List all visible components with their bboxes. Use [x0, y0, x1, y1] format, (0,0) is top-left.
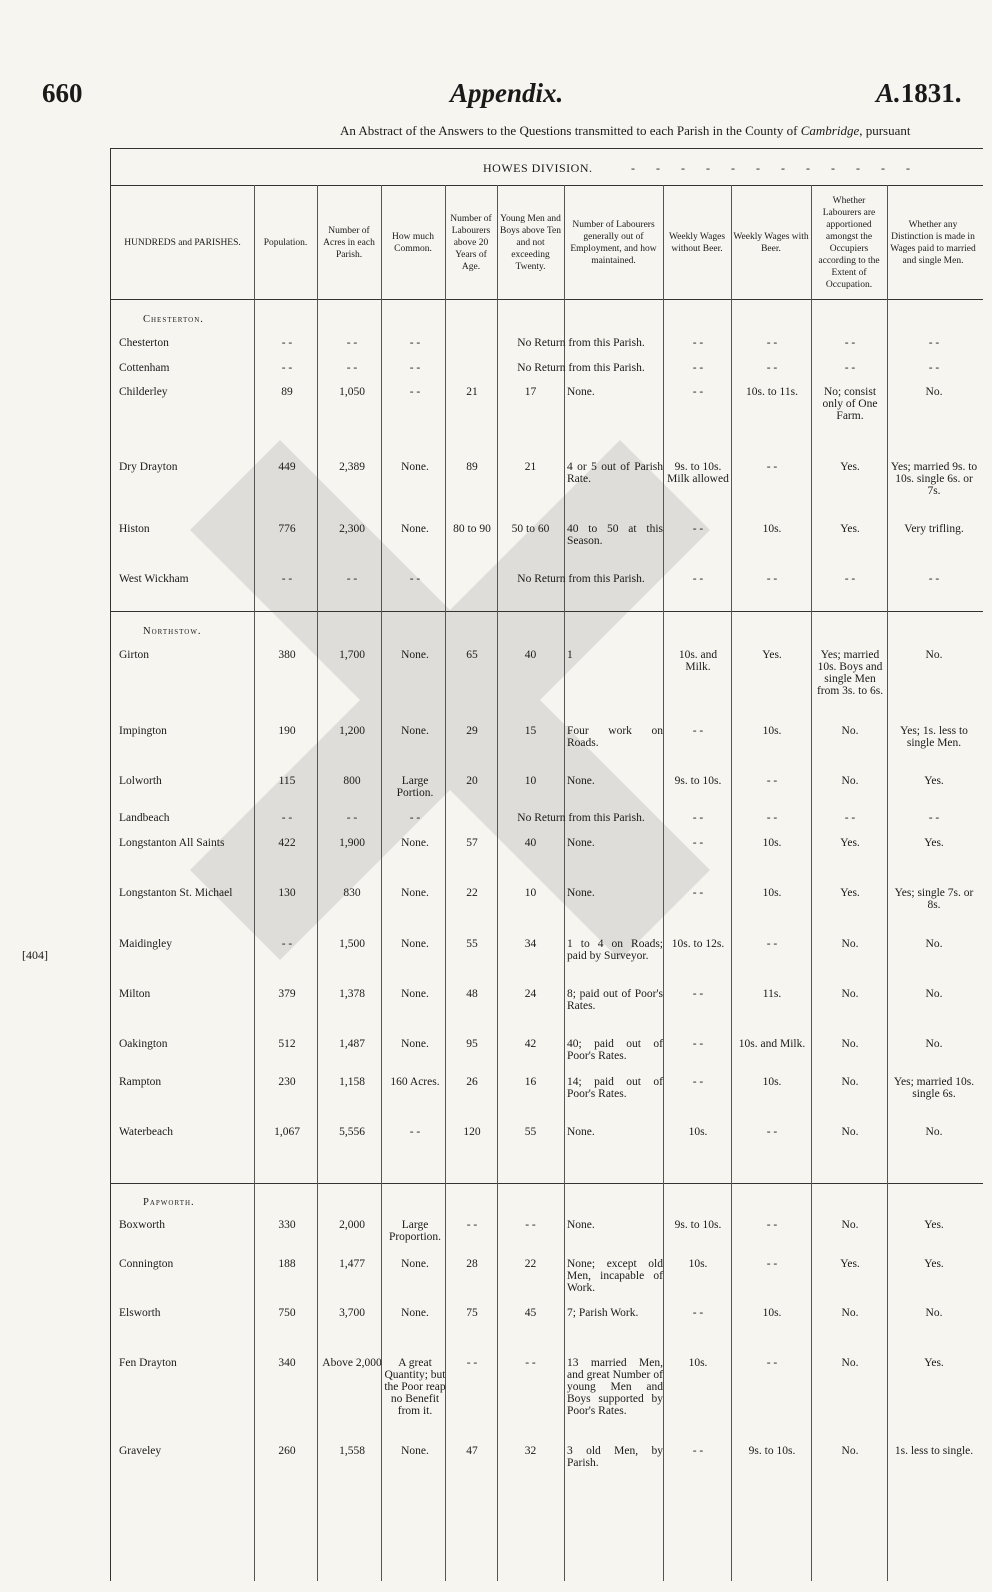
apportioned-cell: No.: [841, 775, 859, 787]
distinction-cell: No.: [925, 1307, 943, 1319]
unemployed-cell: 8; paid out of Poor's Rates.: [567, 988, 663, 1012]
population-cell: - -: [281, 362, 293, 374]
common-cell: None.: [401, 523, 429, 535]
apportioned-cell: No.: [841, 1076, 859, 1088]
young-men-cell: 42: [524, 1038, 537, 1050]
population-cell: 379: [278, 988, 296, 1000]
column-header: [566, 189, 661, 297]
no-return-note: No Return from this Parish.: [517, 337, 645, 349]
population-cell: - -: [281, 337, 293, 349]
col-rule: [731, 185, 732, 1581]
acres-cell: 2,300: [339, 523, 365, 535]
wages-without-beer-cell: 10s. and Milk.: [678, 649, 718, 673]
distinction-cell: - -: [928, 812, 940, 824]
apportioned-cell: Yes.: [840, 887, 860, 899]
wages-without-beer-cell: - -: [692, 1038, 704, 1050]
apportioned-cell: - -: [844, 362, 856, 374]
col-rule: [254, 185, 255, 1581]
no-return-note: No Return from this Parish.: [517, 362, 645, 374]
unemployed-cell: None.: [567, 887, 595, 899]
common-cell: None.: [401, 649, 429, 661]
wages-without-beer-cell: 9s. to 10s.: [674, 775, 722, 787]
common-cell: Large Portion.: [396, 775, 434, 799]
hundred-heading: Northstow.: [143, 626, 202, 637]
acres-cell: 1,477: [339, 1258, 365, 1270]
apportioned-cell: No.: [841, 725, 859, 737]
acres-cell: - -: [346, 573, 358, 585]
common-cell: - -: [409, 573, 421, 585]
wages-with-beer-cell: - -: [766, 573, 778, 585]
distinction-cell: Yes; single 7s. or 8s.: [894, 887, 974, 911]
column-header-text: Number of Acres in each Parish.: [323, 226, 375, 260]
unemployed-cell: 3 old Men, by Parish.: [567, 1445, 663, 1469]
unemployed-cell: 4 or 5 out of Parish Rate.: [567, 461, 663, 485]
distinction-cell: Yes.: [924, 1219, 944, 1231]
common-cell: None.: [401, 725, 429, 737]
parish-name: Rampton: [119, 1076, 162, 1088]
wages-without-beer-cell: 10s. to 12s.: [671, 938, 725, 950]
acres-cell: 1,900: [339, 837, 365, 849]
unemployed-cell: 13 married Men, and great Number of young Men and Boys supported by Poor's Rates.: [567, 1357, 663, 1417]
wages-with-beer-cell: - -: [766, 775, 778, 787]
common-cell: - -: [409, 337, 421, 349]
young-men-cell: - -: [525, 1219, 536, 1231]
common-cell: None.: [401, 461, 429, 473]
column-header-text: HUNDREDS and PARISHES.: [124, 238, 241, 248]
labourers-cell: 75: [466, 1307, 478, 1319]
population-cell: 1,067: [274, 1126, 300, 1138]
parish-name: Fen Drayton: [119, 1357, 177, 1369]
year-value: 1831.: [900, 78, 962, 108]
parish-name: Milton: [119, 988, 151, 1000]
acres-cell: 1,700: [339, 649, 365, 661]
column-header-text: Whether Labourers are apportioned amongst the Occupiers according to the Extent of Occupation.: [818, 196, 880, 290]
unemployed-cell: 7; Parish Work.: [567, 1307, 639, 1319]
young-men-cell: 10: [524, 887, 537, 899]
distinction-cell: No.: [925, 938, 943, 950]
division-title: HOWES DIVISION.: [483, 161, 593, 175]
unemployed-cell: None; except old Men, incapable of Work.: [567, 1258, 663, 1294]
wages-without-beer-cell: - -: [692, 1445, 704, 1457]
subtitle-text: An Abstract of the Answers to the Questions transmitted to each Parish in the County of: [340, 123, 798, 138]
apportioned-cell: - -: [844, 337, 856, 349]
parish-name: Longstanton All Saints: [119, 837, 225, 849]
distinction-cell: No.: [925, 1126, 943, 1138]
rule-header: [111, 299, 983, 300]
page-header: [0, 78, 992, 118]
population-cell: 750: [278, 1307, 296, 1319]
parish-name: Chesterton: [119, 337, 169, 349]
labourers-cell: 89: [466, 461, 478, 473]
labourers-cell: 20: [466, 775, 478, 787]
wages-without-beer-cell: 9s. to 10s. Milk allowed: [667, 461, 729, 485]
distinction-cell: Yes.: [924, 1258, 944, 1270]
column-header: [665, 189, 729, 297]
young-men-cell: 24: [524, 988, 537, 1000]
wages-without-beer-cell: 10s.: [688, 1258, 708, 1270]
column-header: [889, 189, 977, 297]
labourers-cell: 22: [466, 887, 478, 899]
common-cell: Large Proportion.: [388, 1219, 442, 1243]
common-cell: A great Quantity; but the Poor reap no Benefit from it.: [384, 1357, 446, 1417]
young-men-cell: 10: [524, 775, 537, 787]
labourers-cell: 47: [466, 1445, 478, 1457]
parish-name: Oakington: [119, 1038, 168, 1050]
unemployed-cell: 40 to 50 at this Season.: [567, 523, 663, 547]
population-cell: 130: [278, 887, 296, 899]
acres-cell: 830: [343, 887, 361, 899]
apportioned-cell: No; consist only of One Farm.: [822, 386, 878, 422]
acres-cell: 2,000: [339, 1219, 365, 1231]
apportioned-cell: - -: [844, 573, 856, 585]
page-number: 660: [42, 78, 83, 108]
labourers-cell: 57: [466, 837, 478, 849]
no-return-note: No Return from this Parish.: [517, 812, 645, 824]
young-men-cell: 40: [524, 649, 537, 661]
distinction-cell: No.: [925, 988, 943, 1000]
wages-with-beer-cell: 10s.: [762, 837, 782, 849]
column-header: [319, 189, 379, 297]
population-cell: 512: [278, 1038, 296, 1050]
wages-without-beer-cell: - -: [692, 1307, 704, 1319]
parish-name: Lolworth: [119, 775, 162, 787]
population-cell: 449: [278, 461, 296, 473]
wages-with-beer-cell: - -: [766, 362, 778, 374]
young-men-cell: 34: [524, 938, 537, 950]
division-dots: - - - - - - - - - - - -: [631, 161, 919, 175]
labourers-cell: 29: [466, 725, 478, 737]
acres-cell: - -: [346, 812, 358, 824]
distinction-cell: No.: [925, 1038, 943, 1050]
common-cell: None.: [401, 1445, 429, 1457]
common-cell: None.: [401, 938, 429, 950]
unemployed-cell: None.: [567, 1126, 595, 1138]
apportioned-cell: No.: [841, 1445, 859, 1457]
population-cell: 190: [278, 725, 296, 737]
distinction-cell: No.: [925, 649, 943, 661]
wages-without-beer-cell: - -: [692, 337, 704, 349]
labourers-cell: 80 to 90: [453, 523, 491, 535]
rule-hundred-1: [111, 611, 983, 612]
column-header-text: Weekly Wages with Beer.: [733, 232, 809, 254]
young-men-cell: 50 to 60: [511, 523, 550, 535]
column-header: [813, 189, 885, 297]
labourers-cell: 26: [466, 1076, 478, 1088]
division-heading: [111, 157, 983, 177]
young-men-cell: - -: [525, 1357, 536, 1369]
wages-without-beer-cell: - -: [692, 1076, 704, 1088]
wages-without-beer-cell: - -: [692, 725, 704, 737]
apportioned-cell: Yes.: [840, 1258, 860, 1270]
wages-with-beer-cell: - -: [766, 1357, 778, 1369]
parish-name: Maidingley: [119, 938, 173, 950]
apportioned-cell: - -: [844, 812, 856, 824]
labourers-cell: 48: [466, 988, 478, 1000]
population-cell: 422: [278, 837, 296, 849]
distinction-cell: - -: [928, 337, 940, 349]
wages-without-beer-cell: - -: [692, 887, 704, 899]
parish-name: Elsworth: [119, 1307, 161, 1319]
wages-with-beer-cell: 10s.: [762, 1307, 782, 1319]
wages-with-beer-cell: 10s.: [762, 725, 782, 737]
parish-name: Dry Drayton: [119, 461, 178, 473]
acres-cell: 1,558: [339, 1445, 365, 1457]
distinction-cell: Yes; married 10s. single 6s.: [893, 1076, 975, 1100]
population-cell: - -: [281, 573, 293, 585]
wages-without-beer-cell: - -: [692, 386, 704, 398]
no-return-note: No Return from this Parish.: [517, 573, 645, 585]
subtitle-tail: , pursuant: [859, 123, 911, 138]
young-men-cell: 55: [524, 1126, 537, 1138]
acres-cell: 3,700: [339, 1307, 365, 1319]
wages-without-beer-cell: - -: [692, 812, 704, 824]
col-rule: [663, 185, 664, 1581]
distinction-cell: Very trifling.: [904, 523, 964, 535]
column-header-text: Population.: [263, 238, 308, 248]
distinction-cell: - -: [928, 573, 940, 585]
young-men-cell: 22: [524, 1258, 537, 1270]
wages-with-beer-cell: - -: [766, 938, 778, 950]
wages-without-beer-cell: - -: [692, 362, 704, 374]
column-header: [256, 189, 315, 297]
parish-name: Longstanton St. Michael: [119, 887, 233, 899]
acres-cell: Above 2,000: [322, 1357, 382, 1369]
labourers-cell: - -: [466, 1357, 478, 1369]
acres-cell: - -: [346, 337, 358, 349]
common-cell: - -: [409, 362, 421, 374]
acres-cell: 5,556: [339, 1126, 365, 1138]
parish-name: Landbeach: [119, 812, 170, 824]
wages-with-beer-cell: 10s.: [762, 1076, 782, 1088]
apportioned-cell: No.: [841, 1307, 859, 1319]
wages-without-beer-cell: 9s. to 10s.: [674, 1219, 722, 1231]
labourers-cell: 21: [466, 386, 478, 398]
distinction-cell: Yes.: [924, 837, 944, 849]
unemployed-cell: None.: [567, 386, 595, 398]
unemployed-cell: None.: [567, 1219, 595, 1231]
young-men-cell: 17: [524, 386, 537, 398]
year-marker: [876, 78, 962, 109]
apportioned-cell: No.: [841, 1038, 859, 1050]
labourers-cell: 65: [466, 649, 478, 661]
wages-with-beer-cell: 10s. to 11s.: [746, 386, 798, 398]
column-header: [499, 189, 562, 297]
wages-with-beer-cell: Yes.: [762, 649, 782, 661]
distinction-cell: 1s. less to single.: [894, 1445, 974, 1457]
column-header: [383, 189, 443, 297]
wages-without-beer-cell: - -: [692, 573, 704, 585]
distinction-cell: - -: [928, 362, 940, 374]
parish-name: Waterbeach: [119, 1126, 173, 1138]
rule-top: [111, 185, 983, 186]
unemployed-cell: 40; paid out of Poor's Rates.: [567, 1038, 663, 1062]
young-men-cell: 32: [524, 1445, 537, 1457]
wages-with-beer-cell: - -: [766, 1126, 778, 1138]
acres-cell: 1,200: [339, 725, 365, 737]
column-header-text: Young Men and Boys above Ten and not exceeding Twenty.: [500, 214, 561, 272]
acres-cell: 2,389: [339, 461, 365, 473]
wages-with-beer-cell: 11s.: [762, 988, 782, 1000]
wages-with-beer-cell: - -: [766, 1258, 778, 1270]
subtitle-county: Cambridge: [800, 123, 860, 138]
population-cell: 188: [278, 1258, 296, 1270]
page-title: Appendix.: [450, 78, 564, 108]
population-cell: 340: [278, 1357, 296, 1369]
apportioned-cell: No.: [841, 938, 859, 950]
unemployed-cell: None.: [567, 837, 595, 849]
distinction-cell: Yes; 1s. less to single Men.: [900, 725, 968, 749]
wages-without-beer-cell: - -: [692, 523, 704, 535]
parish-name: West Wickham: [119, 573, 189, 585]
abstract-table: [110, 148, 983, 1581]
column-header-text: Number of Labourers above 20 Years of Age.: [450, 214, 492, 272]
young-men-cell: 16: [524, 1076, 537, 1088]
wages-with-beer-cell: - -: [766, 337, 778, 349]
young-men-cell: 15: [524, 725, 537, 737]
labourers-cell: - -: [466, 1219, 478, 1231]
young-men-cell: 45: [524, 1307, 537, 1319]
common-cell: - -: [409, 1126, 421, 1138]
population-cell: 230: [278, 1076, 296, 1088]
population-cell: - -: [281, 812, 293, 824]
wages-without-beer-cell: - -: [692, 988, 704, 1000]
wages-with-beer-cell: 10s. and Milk.: [738, 1038, 806, 1050]
young-men-cell: 21: [524, 461, 537, 473]
col-rule: [811, 185, 812, 1581]
apportioned-cell: Yes; married 10s. Boys and single Men from 3s. to 6s.: [816, 649, 884, 697]
unemployed-cell: Four work on Roads.: [567, 725, 663, 749]
wages-without-beer-cell: 10s.: [688, 1126, 708, 1138]
wages-with-beer-cell: 10s.: [762, 887, 782, 899]
wages-with-beer-cell: - -: [766, 812, 778, 824]
rule-hundred-2: [111, 1183, 983, 1184]
wages-without-beer-cell: 10s.: [688, 1357, 708, 1369]
column-header: [447, 189, 495, 297]
acres-cell: 1,158: [339, 1076, 365, 1088]
parish-name: Boxworth: [119, 1219, 165, 1231]
apportioned-cell: Yes.: [840, 837, 860, 849]
parish-name: Cottenham: [119, 362, 170, 374]
labourers-cell: 28: [466, 1258, 478, 1270]
column-header: [113, 189, 252, 297]
common-cell: None.: [401, 1258, 429, 1270]
common-cell: None.: [401, 988, 429, 1000]
wages-with-beer-cell: 10s.: [762, 523, 782, 535]
common-cell: - -: [409, 812, 421, 824]
unemployed-cell: None.: [567, 775, 595, 787]
distinction-cell: Yes; married 9s. to 10s. single 6s. or 7s.: [890, 461, 978, 497]
unemployed-cell: 1: [567, 649, 573, 661]
population-cell: 380: [278, 649, 296, 661]
unemployed-cell: 14; paid out of Poor's Rates.: [567, 1076, 663, 1100]
common-cell: None.: [401, 837, 429, 849]
apportioned-cell: No.: [841, 1357, 859, 1369]
wages-with-beer-cell: 9s. to 10s.: [748, 1445, 796, 1457]
column-header-text: Whether any Distinction is made in Wages paid to married and single Men.: [890, 220, 976, 266]
parish-name: Graveley: [119, 1445, 162, 1457]
col-rule: [887, 185, 888, 1581]
young-men-cell: 40: [524, 837, 537, 849]
apportioned-cell: No.: [841, 1219, 859, 1231]
acres-cell: 800: [343, 775, 361, 787]
acres-cell: 1,500: [339, 938, 365, 950]
population-cell: 260: [278, 1445, 296, 1457]
unemployed-cell: 1 to 4 on Roads; paid by Surveyor.: [567, 938, 663, 962]
year-prefix: A.: [876, 78, 901, 108]
acres-cell: 1,050: [339, 386, 365, 398]
hundred-heading: Chesterton.: [143, 314, 204, 325]
common-cell: None.: [401, 1038, 429, 1050]
parish-name: Connington: [119, 1258, 174, 1270]
labourers-cell: 55: [466, 938, 478, 950]
col-rule: [564, 185, 565, 1581]
apportioned-cell: No.: [841, 988, 859, 1000]
population-cell: 330: [278, 1219, 296, 1231]
distinction-cell: Yes.: [924, 1357, 944, 1369]
abstract-subtitle: [340, 123, 911, 139]
parish-name: Impington: [119, 725, 167, 737]
distinction-cell: No.: [925, 386, 943, 398]
population-cell: 89: [281, 386, 293, 398]
labourers-cell: 120: [463, 1126, 481, 1138]
side-reference: [404]: [22, 948, 48, 962]
population-cell: 776: [278, 523, 296, 535]
acres-cell: 1,378: [339, 988, 365, 1000]
population-cell: - -: [281, 938, 293, 950]
wages-without-beer-cell: - -: [692, 837, 704, 849]
apportioned-cell: Yes.: [840, 461, 860, 473]
parish-name: Childerley: [119, 386, 168, 398]
column-header: [733, 189, 809, 297]
distinction-cell: Yes.: [924, 775, 944, 787]
column-header-text: Weekly Wages without Beer.: [668, 232, 726, 254]
acres-cell: - -: [346, 362, 358, 374]
parish-name: Histon: [119, 523, 150, 535]
column-header-text: Number of Labourers generally out of Employment, and how maintained.: [570, 220, 657, 266]
labourers-cell: 95: [466, 1038, 478, 1050]
acres-cell: 1,487: [339, 1038, 365, 1050]
wages-with-beer-cell: - -: [766, 1219, 778, 1231]
common-cell: - -: [409, 386, 421, 398]
column-header-text: How much Common.: [392, 232, 434, 254]
population-cell: 115: [278, 775, 296, 787]
apportioned-cell: No.: [841, 1126, 859, 1138]
hundred-heading: Papworth.: [143, 1197, 195, 1208]
parish-name: Girton: [119, 649, 150, 661]
common-cell: 160 Acres.: [390, 1076, 440, 1088]
apportioned-cell: Yes.: [840, 523, 860, 535]
wages-with-beer-cell: - -: [766, 461, 778, 473]
common-cell: None.: [401, 1307, 429, 1319]
common-cell: None.: [401, 887, 429, 899]
